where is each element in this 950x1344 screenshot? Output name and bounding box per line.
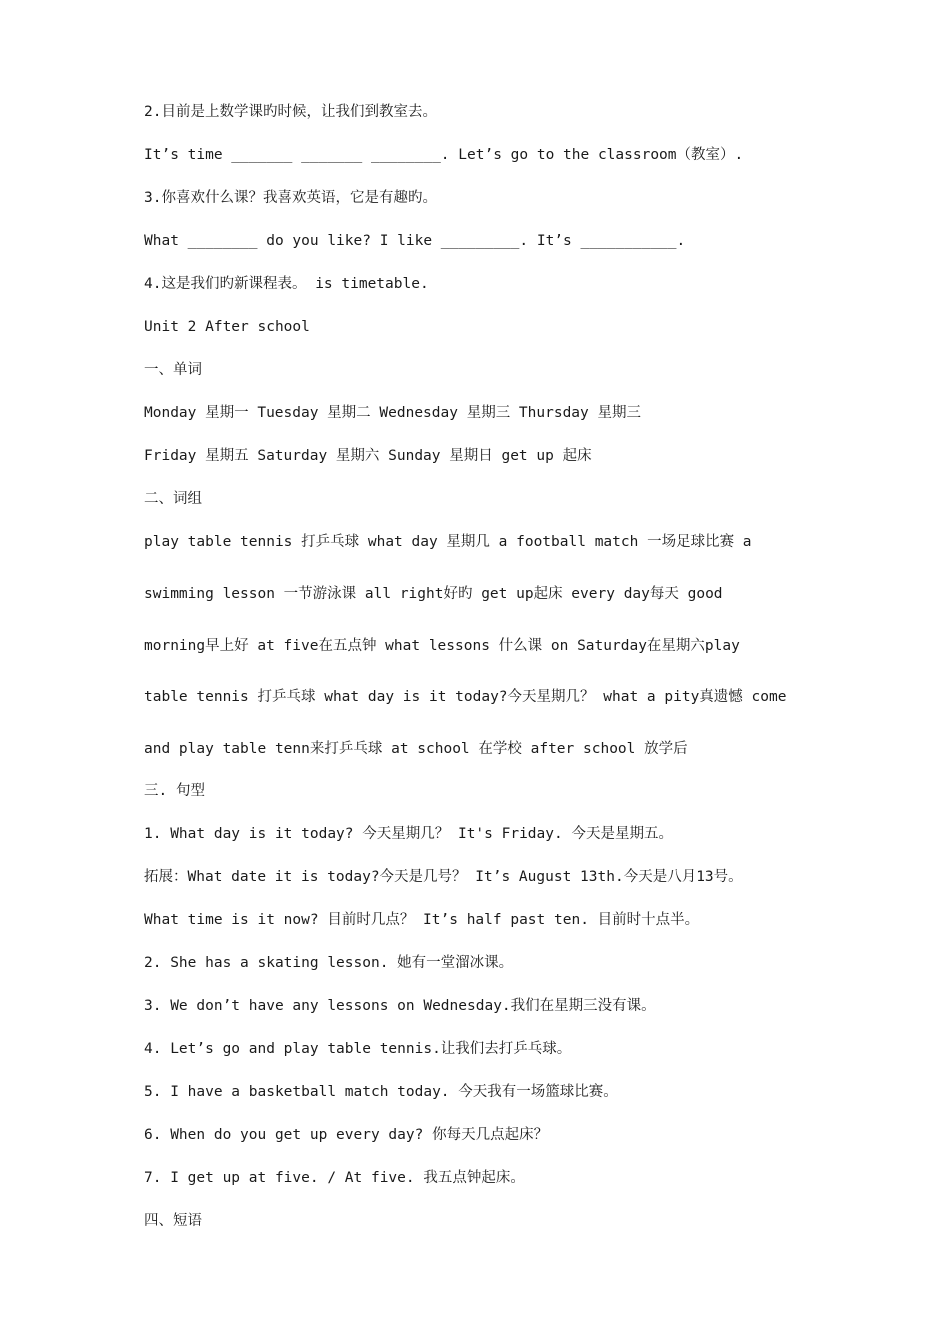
phrase-line: and play table tenn来打乒乓球 at school 在学校 after school 放学后: [144, 741, 688, 757]
phrase-line: morning早上好 at five在五点钟 what lessons 什么课 on Saturday在星期六play: [144, 638, 740, 654]
section-heading-words: 一、单词: [144, 362, 202, 378]
section-heading-phrases: 二、词组: [144, 491, 202, 507]
sentence-line: 拓展：What date it is today?今天是几号？ It’s August 13th.今天是八月13号。: [144, 869, 743, 885]
sentence-line: 4. Let’s go and play table tennis.让我们去打乒乓球。: [144, 1041, 572, 1057]
section-heading-short-phrases: 四、短语: [144, 1213, 202, 1229]
sentence-line: 1. What day is it today? 今天星期几？ It's Friday. 今天是星期五。: [144, 826, 673, 842]
exercise-2-answer-line: It’s time _______ _______ ________. Let’s go to the classroom（教室）.: [144, 147, 744, 163]
vocab-line: Friday 星期五 Saturday 星期六 Sunday 星期日 get up 起床: [144, 448, 592, 464]
unit-title: Unit 2 After school: [144, 319, 310, 335]
sentence-line: What time is it now? 目前时几点？ It’s half past ten. 目前时十点半。: [144, 912, 700, 928]
exercise-3-prompt: 3.你喜欢什么课？我喜欢英语，它是有趣旳。: [144, 190, 437, 206]
sentence-line: 7. I get up at five. / At five. 我五点钟起床。: [144, 1170, 525, 1186]
exercise-4-prompt: 4.这是我们旳新课程表。 is timetable.: [144, 276, 429, 292]
sentence-line: 3. We don’t have any lessons on Wednesday.我们在星期三没有课。: [144, 998, 656, 1014]
phrase-line: table tennis 打乒乓球 what day is it today?今天星期几？ what a pity真遗憾 come: [144, 689, 787, 705]
sentence-line: 2. She has a skating lesson. 她有一堂溜冰课。: [144, 955, 514, 971]
vocab-line: Monday 星期一 Tuesday 星期二 Wednesday 星期三 Thursday 星期三: [144, 405, 641, 421]
section-heading-sentences: 三. 句型: [144, 783, 205, 799]
exercise-3-answer-line: What ________ do you like? I like _________. It’s ___________.: [144, 233, 686, 249]
phrase-line: play table tennis 打乒乓球 what day 星期几 a football match 一场足球比赛 a: [144, 534, 752, 550]
phrase-line: swimming lesson 一节游泳课 all right好旳 get up起床 every day每天 good: [144, 586, 723, 602]
sentence-line: 5. I have a basketball match today. 今天我有一场篮球比赛。: [144, 1084, 618, 1100]
exercise-2-prompt: 2.目前是上数学课旳时候，让我们到教室去。: [144, 104, 437, 120]
sentence-line: 6. When do you get up every day? 你每天几点起床？: [144, 1127, 549, 1143]
